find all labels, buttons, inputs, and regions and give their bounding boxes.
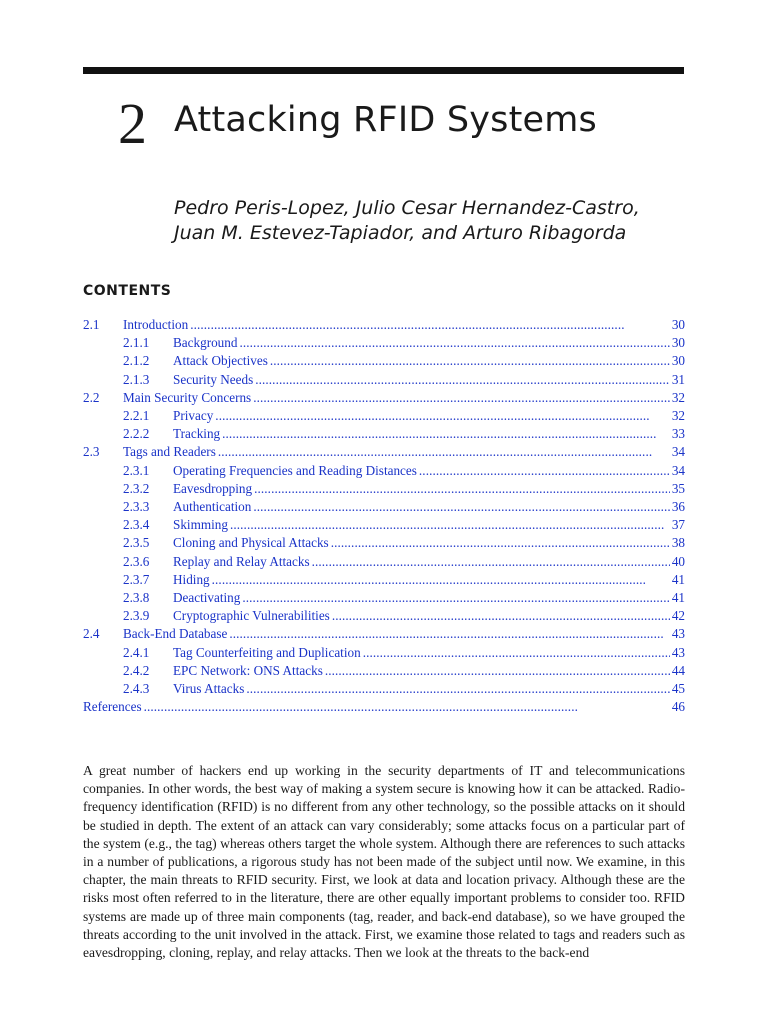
- toc-entry[interactable]: [123, 481, 685, 499]
- toc-entry-number: 2.3: [83, 444, 100, 460]
- toc-entry-title[interactable]: Cloning and Physical Attacks: [173, 535, 329, 551]
- toc-entry-number: 2.3.3: [123, 499, 150, 514]
- toc-entry-title[interactable]: References: [83, 699, 142, 715]
- chapter-top-rule: [83, 67, 684, 74]
- toc-entry[interactable]: [123, 353, 685, 371]
- toc-entry[interactable]: [83, 390, 685, 408]
- toc-entry-page[interactable]: 37: [671, 517, 685, 533]
- toc-entry-number: 2.2.2: [123, 426, 150, 442]
- body-paragraph: A great number of hackers end up working in the security departments of IT and telecommunications companies. In other words, the best way of making a system secure is knowing how it can be attacked. Radio-frequency identification (RFID) is no different from any other technology, so the possible attacks on it should be studied in depth. The extent of an attack can vary considerably; some attacks focus on a particular part of the system (e.g., the tag) whereas others target the whole system. Although there are references to such attacks in a number of publications, a rigorous study has not been made of the subject until now. We examine, in this chapter, the main threats to RFID security. First, we look at data and location privacy. Although these are the risks most often referred to in the literature, there are other equally important problems to consider too. RFID systems are made up of three main components (tag, reader, and back-end database), so we have grouped the threats according to the unit involved in the attack. First, we examine those related to tags and readers such as eavesdropping, cloning, replay, and relay attacks. Then we look at the threats to the back-end: [83, 763, 685, 961]
- toc-entry-number: 2.3.8: [123, 590, 150, 605]
- toc-leader-dots: [363, 645, 670, 661]
- toc-entry[interactable]: [123, 645, 685, 663]
- toc-entry[interactable]: [83, 317, 685, 335]
- toc-entry-page[interactable]: 33: [671, 426, 685, 442]
- toc-entry-title[interactable]: Skimming: [173, 517, 228, 533]
- chapter-authors: [174, 196, 640, 246]
- toc-entry-number: 2.2.1: [123, 408, 150, 423]
- toc-entry[interactable]: [123, 463, 685, 481]
- toc-entry-number: 2.4.1: [123, 644, 150, 660]
- toc-entry-page[interactable]: 36: [671, 499, 685, 514]
- toc-leader-dots: [419, 463, 670, 479]
- toc-entry-title[interactable]: Background: [173, 335, 238, 351]
- toc-leader-dots: [246, 681, 669, 697]
- toc-leader-dots: [144, 699, 670, 715]
- toc-entry-title[interactable]: Security Needs: [173, 371, 254, 387]
- toc-entry-page[interactable]: 40: [671, 553, 685, 569]
- toc-entry-number: 2.3.7: [123, 571, 150, 587]
- toc-entry-page[interactable]: 41: [671, 590, 685, 605]
- toc-entry[interactable]: [83, 699, 685, 717]
- toc-leader-dots: [325, 663, 670, 679]
- toc-leader-dots: [253, 390, 670, 406]
- toc-entry[interactable]: [123, 335, 685, 353]
- toc-entry-title[interactable]: EPC Network: ONS Attacks: [173, 662, 323, 678]
- toc-entry[interactable]: [123, 372, 685, 390]
- toc-entry-page[interactable]: 42: [671, 608, 685, 624]
- toc-entry[interactable]: [123, 572, 685, 590]
- toc-entry-title[interactable]: Deactivating: [173, 590, 241, 605]
- toc-entry-title[interactable]: Tracking: [173, 426, 221, 442]
- authors-line-1: Pedro Peris-Lopez, Julio Cesar Hernandez-Castro,: [174, 197, 640, 219]
- toc-entry-title[interactable]: Main Security Concerns: [123, 389, 252, 405]
- toc-entry[interactable]: [83, 444, 685, 462]
- toc-leader-dots: [312, 554, 670, 570]
- toc-entry[interactable]: [123, 554, 685, 572]
- toc-entry-title[interactable]: Attack Objectives: [173, 353, 268, 369]
- toc-entry[interactable]: [123, 681, 685, 699]
- toc-leader-dots: [242, 590, 669, 606]
- toc-entry[interactable]: [123, 535, 685, 553]
- toc-entry-title[interactable]: Tags and Readers: [123, 444, 216, 460]
- toc-entry-page[interactable]: 30: [671, 317, 685, 332]
- toc-entry-title[interactable]: Authentication: [173, 499, 252, 514]
- chapter-number: 2: [118, 91, 147, 156]
- toc-entry-number: 2.1.1: [123, 335, 150, 351]
- toc-entry-page[interactable]: 41: [671, 571, 685, 587]
- toc-entry-page[interactable]: 30: [671, 335, 685, 351]
- toc-entry-number: 2.3.2: [123, 480, 150, 496]
- toc-entry[interactable]: [123, 408, 685, 426]
- toc-entry-title[interactable]: Back-End Database: [123, 626, 228, 642]
- toc-entry[interactable]: [123, 663, 685, 681]
- toc-leader-dots: [270, 353, 670, 369]
- toc-leader-dots: [255, 372, 670, 388]
- toc-entry-page[interactable]: 34: [671, 462, 685, 478]
- toc-entry-title[interactable]: Operating Frequencies and Reading Distances: [173, 462, 417, 478]
- authors-line-2: Juan M. Estevez-Tapiador, and Arturo Ribagorda: [174, 222, 627, 244]
- toc-entry-page[interactable]: 44: [671, 662, 685, 678]
- toc-entry-number: 2.1.3: [123, 371, 150, 387]
- contents-heading: CONTENTS: [83, 283, 172, 299]
- toc-entry-page[interactable]: 43: [671, 644, 685, 660]
- toc-entry[interactable]: [123, 426, 685, 444]
- toc-entry-page[interactable]: 32: [671, 408, 685, 423]
- toc-leader-dots: [229, 626, 669, 642]
- toc-entry-number: 2.2: [83, 389, 100, 405]
- toc-entry-number: 2.4.3: [123, 681, 150, 696]
- toc-entry-number: 2.3.1: [123, 462, 150, 478]
- toc-entry[interactable]: [123, 590, 685, 608]
- toc-entry-number: 2.4.2: [123, 662, 150, 678]
- toc-leader-dots: [253, 499, 669, 515]
- toc-entry-page[interactable]: 30: [671, 353, 685, 369]
- toc-entry-page[interactable]: 32: [671, 389, 685, 405]
- toc-entry-page[interactable]: 34: [671, 444, 685, 460]
- toc-entry-number: 2.3.6: [123, 553, 150, 569]
- toc-entry-title[interactable]: Virus Attacks: [173, 681, 245, 696]
- toc-leader-dots: [239, 335, 669, 351]
- toc-entry-title[interactable]: Tag Counterfeiting and Duplication: [173, 644, 361, 660]
- toc-leader-dots: [222, 426, 670, 442]
- toc-entry-number: 2.1.2: [123, 353, 150, 369]
- toc-entry-number: 2.1: [83, 317, 100, 332]
- toc-entry-page[interactable]: 31: [671, 371, 685, 387]
- toc-leader-dots: [230, 517, 670, 533]
- toc-entry[interactable]: [83, 626, 685, 644]
- toc-entry-title[interactable]: Eavesdropping: [173, 480, 253, 496]
- toc-entry-page[interactable]: 35: [671, 480, 685, 496]
- toc-entry-number: 2.3.4: [123, 517, 150, 533]
- toc-entry[interactable]: [123, 499, 685, 517]
- toc-entry-title[interactable]: Privacy: [173, 408, 214, 423]
- toc-entry-number: 2.3.9: [123, 608, 150, 624]
- toc-entry-page[interactable]: 46: [671, 699, 685, 715]
- chapter-title: Attacking RFID Systems: [174, 100, 597, 140]
- toc-entry-page[interactable]: 38: [671, 535, 685, 551]
- toc-leader-dots: [190, 317, 670, 333]
- toc-entry-title[interactable]: Cryptographic Vulnerabilities: [173, 608, 330, 624]
- toc-leader-dots: [212, 572, 670, 588]
- toc-entry-page[interactable]: 45: [671, 681, 685, 696]
- toc-entry[interactable]: [123, 517, 685, 535]
- toc-leader-dots: [331, 535, 670, 551]
- toc-leader-dots: [254, 481, 670, 497]
- toc-leader-dots: [218, 444, 670, 460]
- toc-entry-number: 2.3.5: [123, 535, 150, 551]
- toc-entry-title[interactable]: Hiding: [173, 571, 210, 587]
- toc-entry[interactable]: [123, 608, 685, 626]
- toc-entry-title[interactable]: Introduction: [123, 317, 189, 332]
- toc-leader-dots: [332, 608, 670, 624]
- toc-entry-number: 2.4: [83, 626, 100, 642]
- toc-entry-title[interactable]: Replay and Relay Attacks: [173, 553, 310, 569]
- toc-entry-page[interactable]: 43: [671, 626, 685, 642]
- toc-leader-dots: [215, 408, 670, 424]
